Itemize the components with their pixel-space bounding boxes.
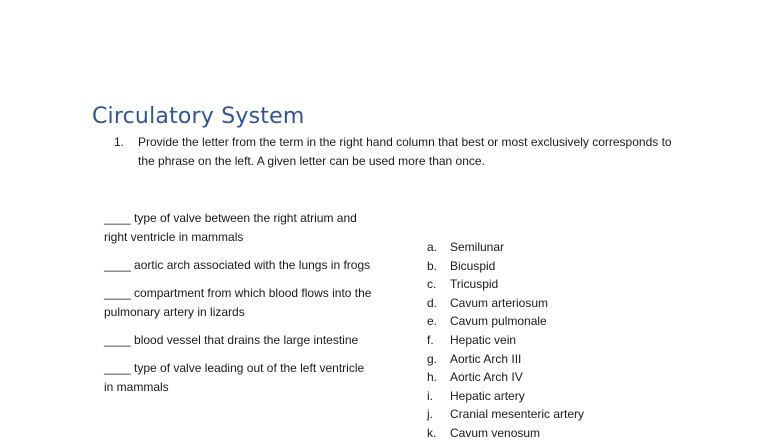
answer-item <box>427 275 747 294</box>
answer-term: Hepatic artery <box>450 388 525 403</box>
answer-letter: e. <box>427 314 438 329</box>
answer-letter: j. <box>427 407 433 422</box>
phrase-item: ____ aortic arch associated with the lungs in frogs <box>104 258 371 272</box>
question-1 <box>114 133 674 171</box>
phrase-item: ____ blood vessel that drains the large intestine <box>104 333 359 347</box>
phrase-list <box>104 209 374 406</box>
phrase-item: ____ type of valve between the right atrium and right ventricle in mammals <box>104 211 357 244</box>
answer-term: Aortic Arch III <box>450 351 522 366</box>
answer-item <box>427 350 747 369</box>
answer-letter: f. <box>427 332 434 347</box>
answer-letter: h. <box>427 370 438 385</box>
answer-term: Cavum arteriosum <box>450 295 549 310</box>
answer-term: Cavum venosum <box>450 425 541 440</box>
answer-item <box>427 368 747 387</box>
answer-term: Cavum pulmonale <box>450 314 547 329</box>
answer-term: Aortic Arch IV <box>450 370 523 385</box>
answer-item <box>427 405 747 424</box>
answer-letter: i. <box>427 388 433 403</box>
answer-item <box>427 387 747 406</box>
answer-term: Semilunar <box>450 240 505 254</box>
answer-item <box>427 294 747 313</box>
phrase-item: ____ compartment from which blood flows into the pulmonary artery in lizards <box>104 286 372 319</box>
answer-term: Hepatic vein <box>450 332 517 347</box>
answer-item <box>427 424 747 443</box>
answer-term: Cranial mesenteric artery <box>450 407 585 422</box>
phrase-item: ____ type of valve leading out of the left ventricle in mammals <box>104 361 365 394</box>
question-text: Provide the letter from the term in the right hand column that best or most exclusively corresponds to the phrase on the left. A given letter can be used more than once. <box>138 135 672 168</box>
answer-item <box>427 238 747 257</box>
answer-letter: b. <box>427 258 438 273</box>
answer-item <box>427 312 747 331</box>
question-number: 1. <box>114 135 125 149</box>
answer-term: Bicuspid <box>450 258 496 273</box>
answer-letter: c. <box>427 277 437 292</box>
answer-item <box>427 331 747 350</box>
answer-letter: k. <box>427 425 437 440</box>
answer-term: Tricuspid <box>450 277 499 292</box>
answer-list <box>427 238 747 443</box>
answer-letter: a. <box>427 240 438 254</box>
answer-item <box>427 257 747 276</box>
page-title: Circulatory System <box>92 104 305 129</box>
answer-letter: d. <box>427 295 438 310</box>
answer-letter: g. <box>427 351 438 366</box>
